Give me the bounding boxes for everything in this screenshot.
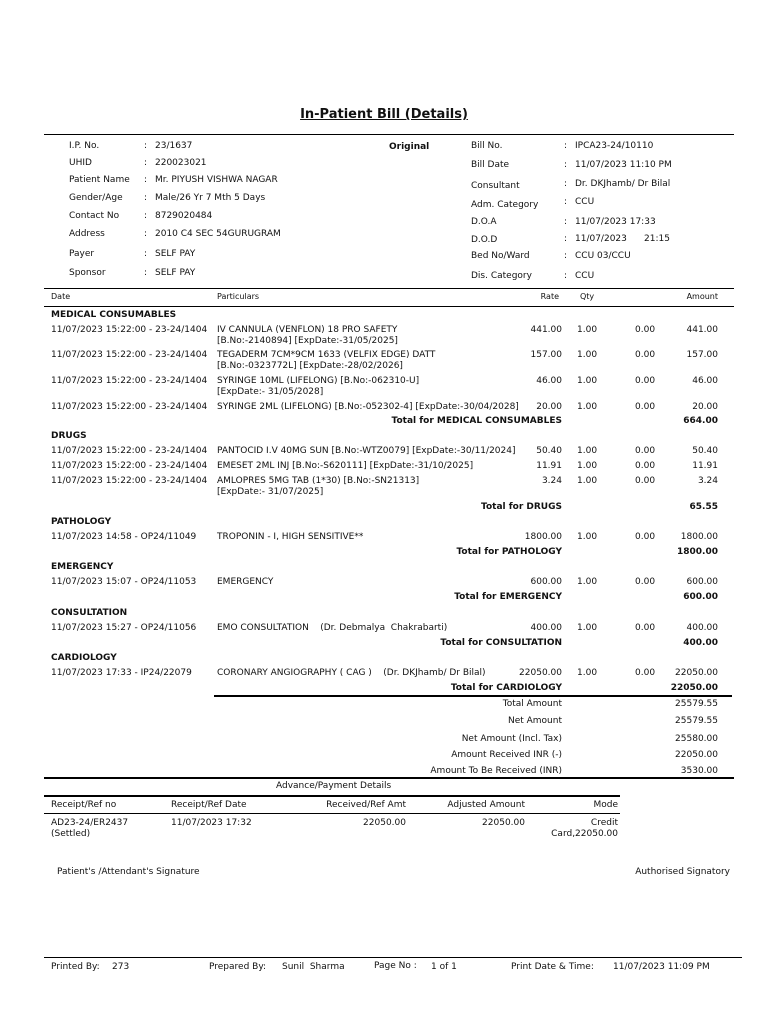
row-rate: 46.00 xyxy=(536,376,562,386)
ip-no-value: 23/1637 xyxy=(155,141,193,151)
row-date: 11/07/2023 15:27 - OP24/11056 xyxy=(51,623,197,633)
row-qty: 1.00 xyxy=(577,668,598,678)
colon: : xyxy=(144,141,148,151)
row-date: 11/07/2023 15:07 - OP24/11053 xyxy=(51,577,197,587)
bill-no-value: IPCA23-24/10110 xyxy=(575,141,654,151)
payer-value: SELF PAY xyxy=(155,249,196,259)
payer-label: Payer xyxy=(69,249,95,259)
amount-to-receive-value: 3530.00 xyxy=(680,766,718,776)
row-date: 11/07/2023 15:22:00 - 23-24/1404 xyxy=(51,376,208,386)
print-datetime-label: Print Date & Time: xyxy=(511,962,594,972)
prepared-by-value: Sunil Sharma xyxy=(282,962,345,972)
section-title: EMERGENCY xyxy=(51,562,114,572)
row-particulars: CORONARY ANGIOGRAPHY ( CAG ) (Dr. DKJhamb/ Dr Bilal) xyxy=(217,668,486,678)
colon: : xyxy=(144,268,148,278)
bill-no-label: Bill No. xyxy=(471,141,503,151)
sponsor-label: Sponsor xyxy=(69,268,106,278)
colon: : xyxy=(564,141,568,151)
section-total-value: 1800.00 xyxy=(677,547,718,557)
row-date: 11/07/2023 15:22:00 - 23-24/1404 xyxy=(51,446,208,456)
colon: : xyxy=(144,249,148,259)
amount-received-value: 22050.00 xyxy=(675,750,718,760)
colon: : xyxy=(564,179,568,189)
colon: : xyxy=(564,271,568,281)
row-rate: 400.00 xyxy=(530,623,562,633)
sponsor-value: SELF PAY xyxy=(155,268,196,278)
row-rate: 22050.00 xyxy=(519,668,562,678)
row-disc: 0.00 xyxy=(635,402,656,412)
row-rate: 157.00 xyxy=(530,350,562,360)
row-amount: 22050.00 xyxy=(675,668,718,678)
uhid-value: 220023021 xyxy=(155,158,207,168)
total-amount-label: Total Amount xyxy=(502,699,562,709)
row-disc: 0.00 xyxy=(635,476,656,486)
footer-divider xyxy=(44,957,742,958)
row-rate: 3.24 xyxy=(541,476,562,486)
consultant-value: Dr. DKJhamb/ Dr Bilal xyxy=(575,179,671,189)
section-total-label: Total for CONSULTATION xyxy=(440,638,562,648)
row-amount: 3.24 xyxy=(697,476,718,486)
net-amount-label: Net Amount xyxy=(507,716,562,726)
row-disc: 0.00 xyxy=(635,461,656,471)
table-top-divider xyxy=(44,288,734,289)
doa-value: 11/07/2023 17:33 xyxy=(575,217,656,227)
colon: : xyxy=(144,175,148,185)
address-value: 2010 C4 SEC 54GURUGRAM xyxy=(155,229,281,239)
total-amount-value: 25579.55 xyxy=(675,699,718,709)
colon: : xyxy=(144,229,148,239)
patient-signature-label: Patient's /Attendant's Signature xyxy=(57,867,200,877)
summary-divider xyxy=(44,777,734,779)
adv-col-amt: Received/Ref Amt xyxy=(326,800,406,810)
title-divider xyxy=(44,134,734,135)
section-total-value: 600.00 xyxy=(683,592,718,602)
row-particulars: TROPONIN - I, HIGH SENSITIVE** xyxy=(217,532,364,542)
section-title: CONSULTATION xyxy=(51,608,128,618)
row-qty: 1.00 xyxy=(577,376,598,386)
col-date: Date xyxy=(51,292,71,301)
row-date: 11/07/2023 15:22:00 - 23-24/1404 xyxy=(51,350,208,360)
net-amount-tax-label: Net Amount (Incl. Tax) xyxy=(461,734,562,744)
authorised-signatory-label: Authorised Signatory xyxy=(635,867,730,877)
section-total-label: Total for CARDIOLOGY xyxy=(450,683,562,693)
page-no-label: Page No : xyxy=(374,961,417,971)
adm-category-label: Adm. Category xyxy=(471,200,539,210)
adv-date: 11/07/2023 17:32 xyxy=(171,818,252,828)
amount-to-receive-label: Amount To Be Received (INR) xyxy=(430,766,562,776)
row-rate: 441.00 xyxy=(530,325,562,335)
section-total-label: Total for DRUGS xyxy=(481,502,562,512)
row-rate: 11.91 xyxy=(536,461,562,471)
section-total-label: Total for EMERGENCY xyxy=(454,592,562,602)
row-date: 11/07/2023 17:33 - IP24/22079 xyxy=(51,668,192,678)
colon: : xyxy=(144,193,148,203)
uhid-label: UHID xyxy=(69,158,92,168)
row-disc: 0.00 xyxy=(635,577,656,587)
address-label: Address xyxy=(69,229,105,239)
colon: : xyxy=(564,251,568,261)
row-disc: 0.00 xyxy=(635,532,656,542)
advance-header-top xyxy=(44,795,620,797)
section-title: PATHOLOGY xyxy=(51,517,112,527)
row-qty: 1.00 xyxy=(577,461,598,471)
row-amount: 157.00 xyxy=(686,350,718,360)
printed-by-value: 273 xyxy=(112,962,130,972)
section-total-value: 65.55 xyxy=(689,502,718,512)
patient-name-label: Patient Name xyxy=(69,175,130,185)
row-amount: 600.00 xyxy=(686,577,718,587)
col-qty: Qty xyxy=(580,292,595,301)
bill-date-value: 11/07/2023 11:10 PM xyxy=(575,160,672,170)
row-amount: 11.91 xyxy=(692,461,718,471)
adv-ref-status: (Settled) xyxy=(51,829,91,839)
col-amount: Amount xyxy=(686,292,718,301)
row-rate: 1800.00 xyxy=(524,532,562,542)
row-date: 11/07/2023 15:22:00 - 23-24/1404 xyxy=(51,325,208,335)
row-amount: 441.00 xyxy=(686,325,718,335)
colon: : xyxy=(144,211,148,221)
row-particulars: SYRINGE 10ML (LIFELONG) [B.No:-062310-U] [ExpDate:- 31/05/2028] xyxy=(217,376,420,397)
row-amount: 400.00 xyxy=(686,623,718,633)
row-qty: 1.00 xyxy=(577,476,598,486)
row-disc: 0.00 xyxy=(635,446,656,456)
dod-label: D.O.D xyxy=(471,235,498,245)
totals-divider xyxy=(214,695,732,697)
amount-received-label: Amount Received INR (-) xyxy=(451,750,562,760)
row-particulars: EMO CONSULTATION (Dr. Debmalya Chakrabarti) xyxy=(217,623,448,633)
section-total-label: Total for PATHOLOGY xyxy=(456,547,562,557)
gender-age-label: Gender/Age xyxy=(69,193,123,203)
row-amount: 46.00 xyxy=(692,376,718,386)
row-particulars: EMESET 2ML INJ [B.No:-S620111] [ExpDate:-31/10/2025] xyxy=(217,461,474,471)
row-qty: 1.00 xyxy=(577,402,598,412)
advance-title: Advance/Payment Details xyxy=(276,781,392,791)
gender-age-value: Male/26 Yr 7 Mth 5 Days xyxy=(155,193,266,203)
row-rate: 600.00 xyxy=(530,577,562,587)
row-disc: 0.00 xyxy=(635,623,656,633)
section-total-value: 400.00 xyxy=(683,638,718,648)
section-total-value: 22050.00 xyxy=(670,683,718,693)
row-particulars: AMLOPRES 5MG TAB (1*30) [B.No:-SN21313] [ExpDate:- 31/07/2025] xyxy=(217,476,420,497)
page-title: In-Patient Bill (Details) xyxy=(300,107,468,122)
row-date: 11/07/2023 15:22:00 - 23-24/1404 xyxy=(51,476,208,486)
section-title: DRUGS xyxy=(51,431,87,441)
bed-value: CCU 03/CCU xyxy=(575,251,631,261)
row-amount: 20.00 xyxy=(692,402,718,412)
consultant-label: Consultant xyxy=(471,181,520,191)
print-datetime-value: 11/07/2023 11:09 PM xyxy=(613,962,710,972)
adv-ref: AD23-24/ER2437 xyxy=(51,818,129,828)
section-title: MEDICAL CONSUMABLES xyxy=(51,310,177,320)
adm-category-value: CCU xyxy=(575,197,595,207)
row-disc: 0.00 xyxy=(635,376,656,386)
section-title: CARDIOLOGY xyxy=(51,653,117,663)
row-particulars: SYRINGE 2ML (LIFELONG) [B.No:-052302-4] [ExpDate:-30/04/2028] xyxy=(217,402,519,412)
row-disc: 0.00 xyxy=(635,325,656,335)
row-particulars: TEGADERM 7CM*9CM 1633 (VELFIX EDGE) DATT [B.No:-0323772L] [ExpDate:-28/02/2026] xyxy=(217,350,436,371)
col-rate: Rate xyxy=(540,292,559,301)
row-qty: 1.00 xyxy=(577,532,598,542)
table-header-divider xyxy=(44,306,734,307)
prepared-by-label: Prepared By: xyxy=(209,962,267,972)
col-particulars: Particulars xyxy=(217,292,260,301)
contact-value: 8729020484 xyxy=(155,211,213,221)
row-date: 11/07/2023 15:22:00 - 23-24/1404 xyxy=(51,461,208,471)
adv-col-ref: Receipt/Ref no xyxy=(51,800,117,810)
row-qty: 1.00 xyxy=(577,577,598,587)
row-particulars: EMERGENCY xyxy=(217,577,274,587)
row-rate: 20.00 xyxy=(536,402,562,412)
section-total-label: Total for MEDICAL CONSUMABLES xyxy=(391,416,562,426)
row-qty: 1.00 xyxy=(577,325,598,335)
doa-label: D.O.A xyxy=(471,217,497,227)
original-label: Original xyxy=(389,142,430,152)
ip-no-label: I.P. No. xyxy=(69,141,100,151)
colon: : xyxy=(144,158,148,168)
dod-value: 11/07/2023 21:15 xyxy=(575,234,670,244)
net-amount-value: 25579.55 xyxy=(675,716,718,726)
adv-mode-detail: Card,22050.00 xyxy=(551,829,618,839)
adv-col-adj: Adjusted Amount xyxy=(447,800,525,810)
colon: : xyxy=(564,234,568,244)
contact-label: Contact No xyxy=(69,211,120,221)
bed-label: Bed No/Ward xyxy=(471,251,530,261)
row-disc: 0.00 xyxy=(635,350,656,360)
row-disc: 0.00 xyxy=(635,668,656,678)
row-amount: 50.40 xyxy=(692,446,718,456)
section-total-value: 664.00 xyxy=(683,416,718,426)
colon: : xyxy=(564,160,568,170)
row-date: 11/07/2023 15:22:00 - 23-24/1404 xyxy=(51,402,208,412)
page-no-value: 1 of 1 xyxy=(431,962,457,972)
row-amount: 1800.00 xyxy=(680,532,718,542)
row-rate: 50.40 xyxy=(536,446,562,456)
row-qty: 1.00 xyxy=(577,446,598,456)
dis-category-label: Dis. Category xyxy=(471,271,532,281)
adv-mode: Credit xyxy=(590,818,618,828)
bill-date-label: Bill Date xyxy=(471,160,510,170)
adv-amt: 22050.00 xyxy=(363,818,406,828)
row-date: 11/07/2023 14:58 - OP24/11049 xyxy=(51,532,197,542)
adv-col-date: Receipt/Ref Date xyxy=(171,800,247,810)
row-particulars: IV CANNULA (VENFLON) 18 PRO SAFETY [B.No:-2140894] [ExpDate:-31/05/2025] xyxy=(217,325,398,346)
patient-name-value: Mr. PIYUSH VISHWA NAGAR xyxy=(155,175,278,185)
advance-header-bottom xyxy=(44,813,620,814)
colon: : xyxy=(564,217,568,227)
colon: : xyxy=(564,197,568,207)
adv-col-mode: Mode xyxy=(593,800,618,810)
row-particulars: PANTOCID I.V 40MG SUN [B.No:-WTZ0079] [ExpDate:-30/11/2024] xyxy=(217,446,516,456)
row-qty: 1.00 xyxy=(577,350,598,360)
dis-category-value: CCU xyxy=(575,271,595,281)
net-amount-tax-value: 25580.00 xyxy=(675,734,718,744)
printed-by-label: Printed By: xyxy=(51,962,100,972)
row-qty: 1.00 xyxy=(577,623,598,633)
adv-adj: 22050.00 xyxy=(482,818,525,828)
